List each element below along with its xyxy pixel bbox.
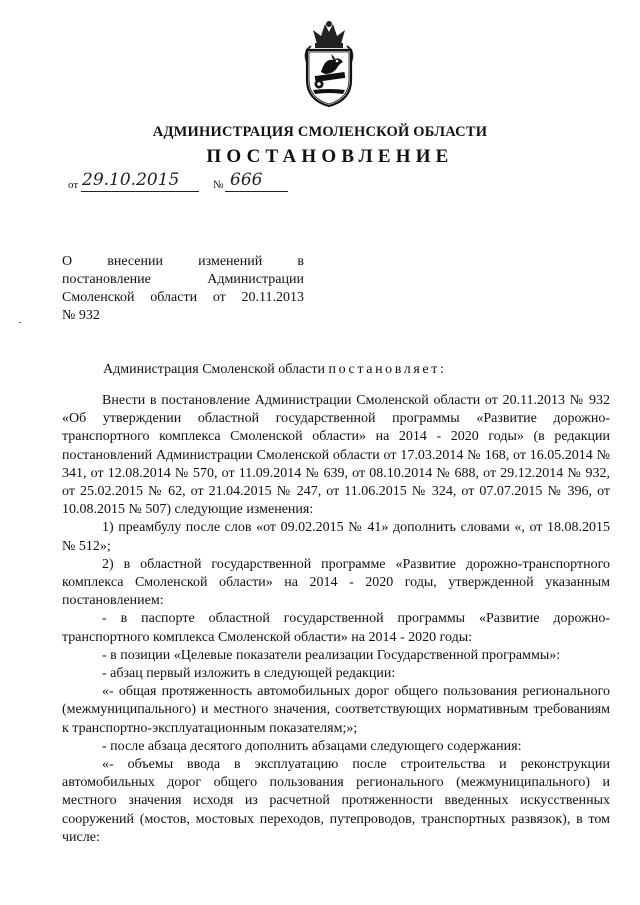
body-paragraph: 2) в областной государственной программе «Развитие дорожно-транспортного комплекса Смоленской области» на 2014 - 2020 годы, утвержденной указанным постановлением: [62,556,610,609]
subject-line: Смоленской области от 20.11.2013 [62,290,304,305]
document-subject [62,253,304,325]
document-body [62,392,610,847]
organization-title: АДМИНИСТРАЦИЯ СМОЛЕНСКОЙ ОБЛАСТИ [152,124,488,140]
subject-line: постановление Администрации [62,272,304,287]
preamble [103,362,446,378]
subject-line: № 932 [62,308,100,323]
number-prefix: № [213,179,224,191]
number-underline [225,191,288,192]
margin-mark [19,322,21,323]
smolensk-coat-of-arms-icon [297,18,361,110]
document-type-title: ПОСТАНОВЛЕНИЕ [206,146,454,167]
date-number-line [68,170,288,192]
body-paragraph: - абзац первый изложить в следующей редакции: [102,666,396,682]
subject-line: О внесении изменений в [62,254,304,269]
body-paragraph: «- объемы ввода в эксплуатацию после строительства и реконструкции автомобильных дорог общего пользования регионального (межмуниципального) и местного значения исходя из расчетной протяженности введенных искусственных сооружений (мостов, мостовых переходов, путепроводов, транспортных развязок), в том числе: [62,757,610,845]
preamble-text: Администрация Смоленской области [103,362,329,377]
body-paragraph: - в позиции «Целевые показатели реализации Государственной программы»: [102,647,561,663]
date-prefix: от [68,179,79,191]
body-paragraph: - в паспорте областной государственной программы «Развитие дорожно-транспортного комплекса Смоленской области» на 2014 - 2020 годы: [62,611,610,645]
body-paragraph: Внести в постановление Администрации Смоленской области от 20.11.2013 № 932 «Об утверждении областной государственной программы «Развитие дорожно-транспортного комплекса Смоленской области» на 2014 - 2020 годы» (в редакции постановлений Администрации Смоленской области от 17.03.2014 № 168, от 16.05.2014 № 341, от 12.08.2014 № 570, от 11.09.2014 № 639, от 08.10.2014 № 688, от 29.12.2014 № 932, от 25.02.2015 № 62, от 21.04.2015 № 247, от 11.06.2015 № 324, от 07.07.2015 № 396, от 10.08.2015 № 507) следующие изменения: [62,393,610,518]
handwritten-date: 29.10.2015 [82,170,180,190]
body-paragraph: «- общая протяженность автомобильных дорог общего пользования регионального (межмуниципального) и местного значения, соответствующих нормативным требованиям к транспортно-эксплуатационным показателям;»; [62,684,610,736]
body-paragraph: - после абзаца десятого дополнить абзацами следующего содержания: [102,738,522,754]
preamble-decree-word: постановляет: [328,362,447,377]
date-underline [81,191,199,192]
body-paragraph: 1) преамбулу после слов «от 09.02.2015 № 41» дополнить словами «, от 18.08.2015 № 512»; [62,520,610,554]
handwritten-number: 666 [230,170,263,190]
